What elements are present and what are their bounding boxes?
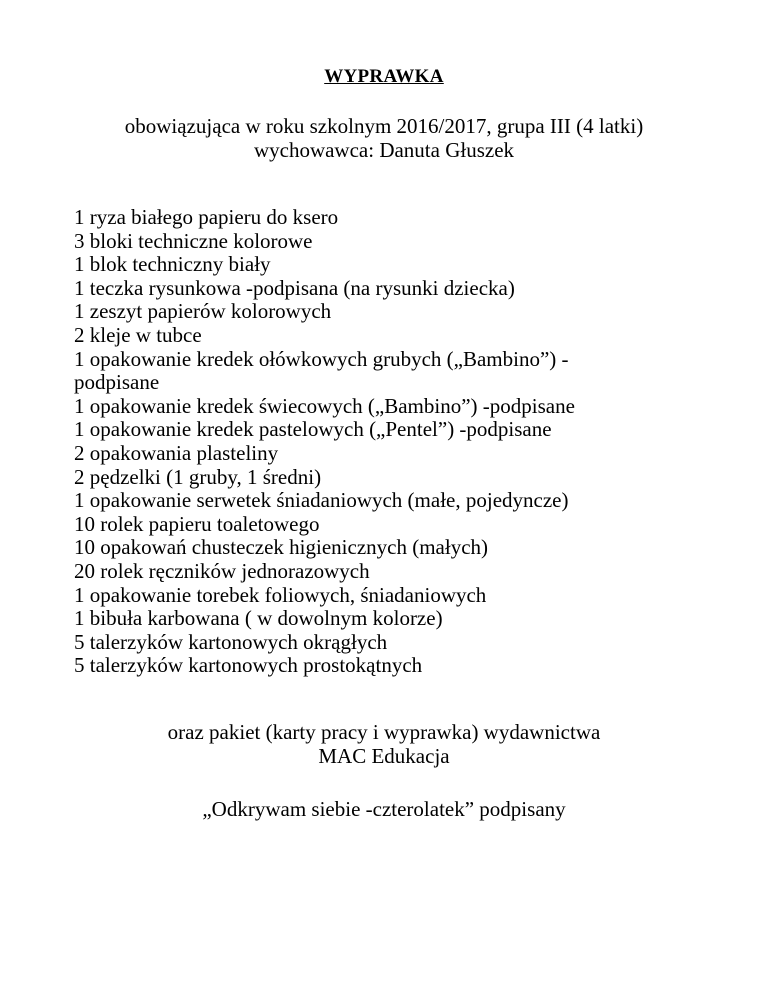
document-subtitle	[0, 114, 768, 162]
list-item: 10 rolek papieru toaletowego	[74, 511, 320, 536]
list-item: 2 opakowania plasteliny	[74, 440, 279, 465]
list-item: 20 rolek ręczników jednorazowych	[74, 558, 370, 583]
document-title: WYPRAWKA	[324, 66, 444, 87]
list-item: 1 bibuła karbowana ( w dowolnym kolorze)	[74, 606, 443, 631]
subtitle-school-year: obowiązująca w roku szkolnym 2016/2017, grupa III (4 latki)	[124, 114, 644, 138]
list-item: 2 kleje w tubce	[74, 322, 202, 347]
list-item: 10 opakowań chusteczek higienicznych (małych)	[74, 535, 489, 560]
document-footer	[0, 720, 768, 768]
list-item: 1 ryza białego papieru do ksero	[74, 205, 339, 229]
list-item: 1 blok techniczny biały	[74, 252, 271, 277]
list-item: 1 opakowanie kredek pastelowych („Pentel”) -podpisane	[74, 417, 552, 442]
list-item: 1 teczka rysunkowa -podpisana (na rysunki dziecka)	[74, 275, 515, 300]
list-item: 1 opakowanie serwetek śniadaniowych (małe, pojedyncze)	[74, 488, 569, 513]
footer-book-title: „Odkrywam siebie -czterolatek” podpisany	[202, 797, 566, 821]
footer-publisher-line: oraz pakiet (karty pracy i wyprawka) wydawnictwa	[167, 720, 601, 744]
list-item: 1 opakowanie kredek świecowych („Bambino”) -podpisane	[74, 393, 575, 418]
list-item: 1 zeszyt papierów kolorowych	[74, 299, 332, 324]
list-item: 1 opakowanie kredek ołówkowych grubych („Bambino”) -	[74, 346, 569, 371]
list-item: 3 bloki techniczne kolorowe	[74, 228, 313, 253]
supply-list	[74, 206, 694, 678]
footer-publisher-name: MAC Edukacja	[318, 744, 450, 768]
subtitle-teacher: wychowawca: Danuta Głuszek	[253, 138, 515, 162]
list-item: 5 talerzyków kartonowych okrągłych	[74, 629, 388, 654]
list-item: 2 pędzelki (1 gruby, 1 średni)	[74, 464, 322, 489]
list-item: podpisane	[74, 370, 160, 395]
list-item: 1 opakowanie torebek foliowych, śniadaniowych	[74, 582, 487, 607]
list-item: 5 talerzyków kartonowych prostokątnych	[74, 653, 423, 678]
